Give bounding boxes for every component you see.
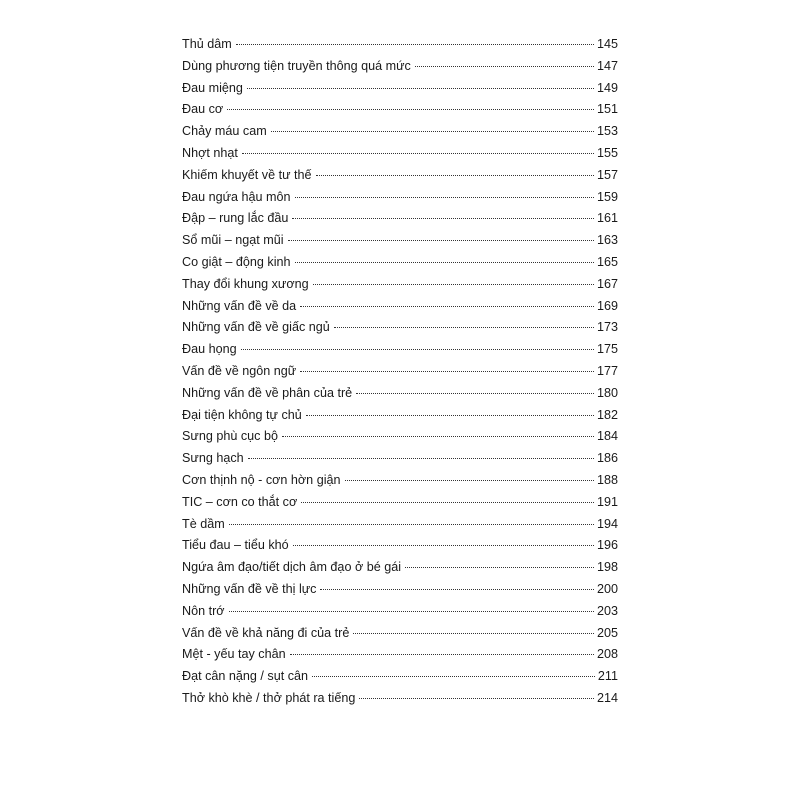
toc-entry-page-number: 208 <box>596 647 618 662</box>
toc-entry <box>182 579 618 601</box>
toc-entry-page-number: 186 <box>596 451 618 466</box>
toc-entry-page-number: 214 <box>596 690 618 705</box>
toc-entry <box>182 623 618 645</box>
toc-entry-page-number: 149 <box>596 80 618 95</box>
toc-entry-page-number: 147 <box>596 58 618 73</box>
toc-entry-title: Thở khò khè / thở phát ra tiếng <box>182 690 356 705</box>
dotted-leader <box>356 393 594 394</box>
toc-entry-page-number: 177 <box>596 363 618 378</box>
toc-entry-title: Những vấn đề về phân của trẻ <box>182 385 353 400</box>
dotted-leader <box>229 524 594 525</box>
dotted-leader <box>313 284 594 285</box>
toc-entry-title: Co giật – động kinh <box>182 254 291 269</box>
toc-entry-page-number: 167 <box>596 276 618 291</box>
toc-entry <box>182 339 618 361</box>
toc-entry-page-number: 191 <box>596 494 618 509</box>
dotted-leader <box>300 306 594 307</box>
toc-entry-title: Dùng phương tiện truyền thông quá mức <box>182 58 411 73</box>
toc-entry <box>182 470 618 492</box>
toc-entry <box>182 405 618 427</box>
toc-entry-page-number: 203 <box>596 603 618 618</box>
toc-entry-title: Thay đổi khung xương <box>182 276 309 291</box>
dotted-leader <box>300 371 594 372</box>
toc-entry <box>182 666 618 688</box>
toc-entry-title: Ngứa âm đạo/tiết dịch âm đạo ở bé gái <box>182 560 402 575</box>
toc-entry-title: Những vấn đề về giấc ngủ <box>182 320 330 335</box>
toc-entry-title: Tè dầm <box>182 516 225 531</box>
toc-entry <box>182 56 618 78</box>
dotted-leader <box>292 218 594 219</box>
toc-entry-page-number: 188 <box>596 472 618 487</box>
toc-entry <box>182 230 618 252</box>
dotted-leader <box>306 415 594 416</box>
toc-entry-title: Mệt - yếu tay chân <box>182 647 286 662</box>
toc-entry-page-number: 182 <box>596 407 618 422</box>
toc-entry-page-number: 173 <box>596 320 618 335</box>
toc-entry-title: Nôn trớ <box>182 603 225 618</box>
toc-entry <box>182 143 618 165</box>
toc-entry-title: Sổ mũi – ngạt mũi <box>182 233 284 248</box>
dotted-leader <box>405 567 594 568</box>
toc-entry <box>182 448 618 470</box>
toc-entry <box>182 252 618 274</box>
toc-entry-page-number: 161 <box>596 211 618 226</box>
toc-entry <box>182 492 618 514</box>
dotted-leader <box>288 240 594 241</box>
dotted-leader <box>236 44 594 45</box>
toc-entry <box>182 317 618 339</box>
dotted-leader <box>334 327 594 328</box>
toc-entry-title: Đau cơ <box>182 102 224 117</box>
toc-entry-page-number: 153 <box>596 124 618 139</box>
dotted-leader <box>295 197 594 198</box>
toc-entry <box>182 99 618 121</box>
toc-entry-title: Tiểu đau – tiểu khó <box>182 538 289 553</box>
toc-entry-title: Đau họng <box>182 342 237 357</box>
toc-entry <box>182 426 618 448</box>
toc-entry <box>182 383 618 405</box>
toc-entry-page-number: 200 <box>596 581 618 596</box>
toc-entry-page-number: 175 <box>596 342 618 357</box>
toc-entry <box>182 557 618 579</box>
dotted-leader <box>295 262 594 263</box>
toc-entry-page-number: 198 <box>596 560 618 575</box>
table-of-contents <box>182 34 618 710</box>
toc-entry-title: Đạt cân nặng / sụt cân <box>182 669 309 684</box>
toc-entry <box>182 644 618 666</box>
toc-entry <box>182 78 618 100</box>
toc-entry-title: Đại tiện không tự chủ <box>182 407 302 422</box>
dotted-leader <box>282 436 594 437</box>
toc-entry <box>182 34 618 56</box>
toc-entry <box>182 187 618 209</box>
toc-entry-title: Chảy máu cam <box>182 124 267 139</box>
toc-entry-page-number: 155 <box>596 145 618 160</box>
toc-entry-page-number: 151 <box>596 102 618 117</box>
toc-entry-page-number: 184 <box>596 429 618 444</box>
dotted-leader <box>293 545 594 546</box>
toc-entry-page-number: 211 <box>597 669 618 684</box>
dotted-leader <box>271 131 594 132</box>
dotted-leader <box>290 654 594 655</box>
toc-entry-title: Cơn thịnh nộ - cơn hờn giận <box>182 472 341 487</box>
dotted-leader <box>320 589 594 590</box>
toc-entry-page-number: 180 <box>596 385 618 400</box>
dotted-leader <box>345 480 594 481</box>
toc-entry <box>182 535 618 557</box>
dotted-leader <box>227 109 594 110</box>
toc-entry-title: Vấn đề về khả năng đi của trẻ <box>182 625 350 640</box>
toc-entry <box>182 514 618 536</box>
toc-entry-page-number: 157 <box>596 167 618 182</box>
toc-entry-title: Đập – rung lắc đầu <box>182 211 289 226</box>
toc-entry-page-number: 145 <box>596 37 618 51</box>
toc-entry <box>182 274 618 296</box>
toc-entry <box>182 361 618 383</box>
toc-entry <box>182 165 618 187</box>
dotted-leader <box>247 88 594 89</box>
toc-entry-title: Thủ dâm <box>182 37 232 51</box>
toc-entry-title: Nhợt nhạt <box>182 145 238 160</box>
toc-entry <box>182 688 618 710</box>
dotted-leader <box>301 502 594 503</box>
dotted-leader <box>353 633 594 634</box>
toc-entry <box>182 296 618 318</box>
dotted-leader <box>248 458 594 459</box>
toc-entry <box>182 601 618 623</box>
toc-entry-title: Khiếm khuyết về tư thế <box>182 167 312 182</box>
toc-entry-title: Sưng hạch <box>182 451 244 466</box>
toc-entry-title: Đau miệng <box>182 80 243 95</box>
dotted-leader <box>359 698 594 699</box>
toc-entry-title: Vấn đề về ngôn ngữ <box>182 363 297 378</box>
toc-entry-title: Những vấn đề về thị lực <box>182 581 317 596</box>
toc-entry-title: Đau ngứa hậu môn <box>182 189 291 204</box>
toc-entry <box>182 208 618 230</box>
toc-entry-page-number: 205 <box>596 625 618 640</box>
toc-entry-page-number: 159 <box>596 189 618 204</box>
toc-entry-page-number: 196 <box>596 538 618 553</box>
toc-entry <box>182 121 618 143</box>
toc-entry-page-number: 194 <box>596 516 618 531</box>
dotted-leader <box>312 676 595 677</box>
toc-entry-title: TIC – cơn co thắt cơ <box>182 494 298 509</box>
toc-entry-title: Sưng phù cục bộ <box>182 429 278 444</box>
dotted-leader <box>229 611 594 612</box>
toc-entry-page-number: 163 <box>596 233 618 248</box>
dotted-leader <box>415 66 594 67</box>
toc-entry-page-number: 165 <box>596 254 618 269</box>
toc-entry-title: Những vấn đề về da <box>182 298 297 313</box>
toc-entry-page-number: 169 <box>596 298 618 313</box>
dotted-leader <box>241 349 594 350</box>
dotted-leader <box>316 175 594 176</box>
dotted-leader <box>242 153 594 154</box>
